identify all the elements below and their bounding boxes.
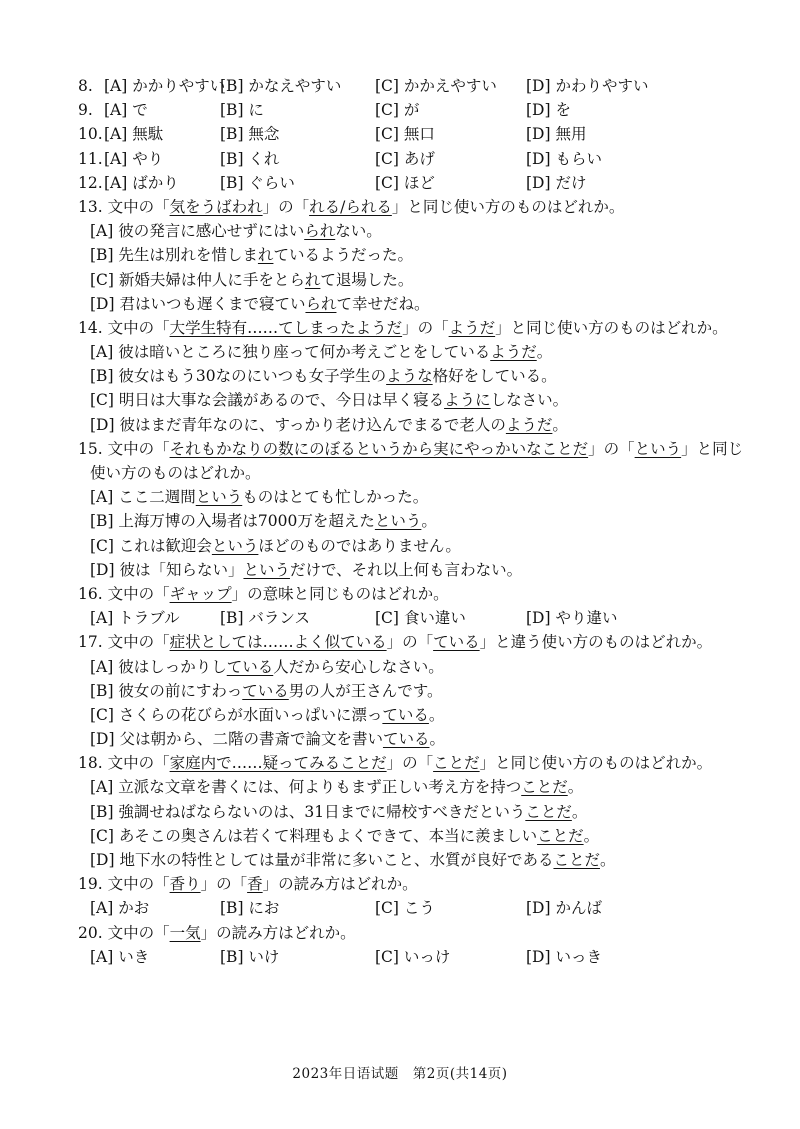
option-text: 男の人が王さんです。 [288,681,443,700]
quoted-phrase: ギャップ [169,584,232,603]
options-row-8 [78,74,738,98]
page-footer: 2023年日语试题 第2页(共14页) [292,1066,508,1082]
option-c: [C] ほど [375,173,435,192]
options-row-9 [78,98,738,122]
options-row-12 [78,171,738,195]
question-number: 10. [78,125,103,144]
option-text: ているようだった。 [273,246,413,265]
option-text: [C] さくらの花びらが水面いっぱいに漂っ [90,705,383,724]
question-18-option-d [78,848,738,872]
underlined-part: れ [257,246,274,265]
quoted-phrase: 香 [247,875,263,894]
question-20-stem [78,921,738,945]
question-15-option-a [78,485,738,509]
stem-text: 」と同じ使い方のものはどれか。 [391,197,625,216]
option-a: [A] いき [90,947,150,966]
underlined-part: ことだ [525,802,572,821]
question-13-option-b [78,243,738,267]
question-13-option-c [78,268,738,292]
underlined-part: ことだ [553,851,600,869]
question-13-stem [78,195,738,219]
option-d: [D] だけ [526,173,587,192]
underlined-part: れ [304,270,321,289]
question-18-option-b [78,800,738,824]
question-15-option-d [78,558,738,582]
option-text: [C] 明日は大事な会議があるので、今日は早く寝る [90,391,445,410]
question-list [78,74,744,969]
option-text: ない。 [335,222,382,241]
quoted-phrase: れる/られる [309,197,392,216]
option-text: [D] 彼はまだ青年なのに、すっかり老け込んでまるで老人の [90,415,506,434]
option-text: [B] 先生は別れを惜しま [90,246,258,265]
underlined-part: という [374,512,422,531]
option-text: [C] あそこの奥さんは若くて料理もよくできて、本当に羨ましい [90,826,538,845]
option-text: て退場した。 [320,270,414,289]
option-b: [B] バランス [220,609,310,628]
options-row-11 [78,147,738,171]
question-18-stem [78,751,738,775]
question-18-option-a [78,775,738,799]
stem-text: 」の「 [200,875,248,894]
option-c: [C] 食い違い [375,609,466,628]
quoted-phrase: それもかなりの数にのぼるというから実にやっかいなことだ [169,439,589,458]
option-d: [D] もらい [526,149,602,168]
question-19-options [78,896,738,920]
option-d: [D] やり違い [526,609,618,628]
stem-text: 」の読み方はどれか。 [262,875,418,894]
underlined-part: という [243,560,290,579]
option-text: [D] 地下水の特性としては量が非常に多いこと、水質が良好である [90,851,554,869]
stem-text: 」の「 [262,197,310,216]
option-text: [B] 強調せねばならないのは、31日までに帰校すべきだという [90,802,526,821]
stem-text: 16. 文中の「 [78,584,170,603]
question-16-stem [78,582,738,606]
stem-text: 」の「 [386,633,434,652]
question-20-options [78,945,738,969]
option-a: [A] ばかり [104,173,179,192]
underlined-part: ている [382,730,430,749]
option-text: ものはとても忙しかった。 [242,488,429,507]
underlined-part: ことだ [521,778,568,797]
option-a: [A] で [104,101,148,120]
option-text: [A] 彼は暗いところに独り座って何か考えごとをしている [90,343,491,362]
option-text: 。 [583,826,600,845]
option-text: 格好をしている。 [432,367,557,386]
stem-text: 19. 文中の「 [78,875,170,894]
option-text: 。 [536,343,553,362]
option-text: 。 [599,851,616,869]
option-a: [A] トラブル [90,609,180,628]
stem-text: 」の「 [588,439,635,458]
underlined-part: られ [304,222,336,241]
question-15-option-c [78,534,738,558]
option-text: 人だから安心しなさい。 [273,657,444,676]
stem-text: 13. 文中の「 [78,197,170,216]
option-b: [B] ぐらい [220,173,295,192]
question-15-stem [78,437,744,461]
quoted-phrase: 症状としては……よく似ている [169,633,387,652]
stem-text: 」と同じ [681,439,744,458]
question-13-option-a [78,219,738,243]
quoted-phrase: ことだ [433,754,480,773]
option-text: [C] 新婚夫婦は仲人に手をとら [90,270,305,289]
option-d: [D] 無用 [526,125,587,144]
question-number: 12. [78,173,103,192]
quoted-phrase: という [634,439,682,458]
question-17-option-d [78,727,738,751]
question-14-option-d [78,413,738,437]
option-text: しなさい。 [490,391,569,410]
option-d: [D] かわりやすい [526,77,649,95]
question-15-option-b [78,509,738,533]
option-text: 。 [571,802,588,821]
stem-text: 」の意味と同じものはどれか。 [231,584,449,603]
option-text: [D] 父は朝から、二階の書斎で論文を書い [90,730,383,749]
question-17-option-b [78,679,738,703]
option-text: 。 [429,730,445,749]
quoted-phrase: 家庭内で……疑ってみることだ [169,754,387,773]
underlined-part: という [211,536,259,555]
option-text: 。 [421,512,437,531]
underlined-part: ように [444,391,491,410]
quoted-phrase: 気をうばわれ [169,197,263,216]
underlined-part: ようだ [490,343,537,362]
question-number: 8. [78,77,93,95]
option-text: [C] これは歓迎会 [90,536,212,555]
question-17-option-c [78,703,738,727]
question-13-option-d [78,292,738,316]
underlined-part: ている [382,705,429,724]
option-c: [C] 無口 [375,125,435,144]
option-text: [A] 彼の発言に感心せずにはい [90,222,305,241]
stem-text: 」と違う使い方のものはどれか。 [479,633,713,652]
underlined-part: ような [386,367,433,386]
option-c: [C] かかえやすい [375,77,497,95]
question-14-option-a [78,340,738,364]
underlined-part: ことだ [537,826,584,845]
option-a: [A] かかりやすい [104,77,226,95]
underlined-part: ようだ [505,415,553,434]
option-c: [C] あげ [375,149,435,168]
option-c: [C] いっけ [375,947,451,966]
quoted-phrase: ようだ [448,318,496,337]
question-15-stem-continued: 使い方のものはどれか。 [90,464,261,482]
stem-text: 14. 文中の「 [78,318,170,337]
question-number: 9. [78,101,93,120]
question-18-option-c [78,824,738,848]
question-14-stem [78,316,738,340]
stem-text: 20. 文中の「 [78,923,170,942]
option-d: [D] を [526,101,571,120]
option-d: [D] かんば [526,899,602,918]
option-b: [B] にお [220,899,280,918]
stem-text: 18. 文中の「 [78,754,170,773]
option-c: [C] が [375,101,420,120]
underlined-part: ている [226,657,274,676]
option-a: [A] かお [90,899,150,918]
option-b: [B] 無念 [220,125,280,144]
question-14-option-b [78,364,738,388]
question-17-option-a [78,655,738,679]
option-b: [B] くれ [220,149,280,168]
option-text: 。 [552,415,568,434]
option-a: [A] 無駄 [104,125,164,144]
option-text: だけで、それ以上何も言わない。 [289,560,523,579]
question-16-options [78,606,738,630]
underlined-part: ている [242,681,289,700]
question-number: 11. [78,149,103,168]
quoted-phrase: 大学生特有……てしまったようだ [169,318,403,337]
question-19-stem [78,872,738,896]
quoted-phrase: 一気 [169,923,201,942]
quoted-phrase: 香り [169,875,201,894]
option-text: て幸せだね。 [336,294,430,313]
underlined-part: という [195,488,243,507]
option-a: [A] やり [104,149,164,168]
option-b: [B] に [220,101,264,120]
stem-text: 」と同じ使い方のものはどれか。 [495,318,728,337]
option-text: [A] 彼はしっかりし [90,657,227,676]
question-17-stem [78,630,738,654]
option-text: [A] 立派な文章を書くには、何よりもまず正しい考え方を持つ [90,778,522,797]
options-row-10 [78,122,738,146]
option-c: [C] こう [375,899,435,918]
question-14-option-c [78,388,738,412]
stem-text: 」の「 [402,318,449,337]
option-text: [B] 上海万博の入場者は7000万を超えた [90,512,375,531]
stem-text: 」の読み方はどれか。 [200,923,356,942]
option-text: 。 [567,778,584,797]
option-text: [B] 彼女はもう30なのにいつも女子学生の [90,367,387,386]
option-text: 。 [428,705,445,724]
stem-text: 」の「 [386,754,434,773]
option-text: [B] 彼女の前にすわっ [90,681,243,700]
option-text: ほどのものではありません。 [258,536,461,555]
stem-text: 」と同じ使い方のものはどれか。 [479,754,713,773]
underlined-part: られ [305,294,337,313]
option-text: [D] 彼は「知らない」 [90,560,244,579]
option-d: [D] いっき [526,947,602,966]
stem-text: 17. 文中の「 [78,633,170,652]
stem-text: 15. 文中の「 [78,439,170,458]
option-b: [B] かなえやすい [220,77,342,95]
option-text: [A] ここ二週間 [90,488,196,507]
quoted-phrase: ている [433,633,480,652]
option-b: [B] いけ [220,947,280,966]
option-text: [D] 君はいつも遅くまで寝てい [90,294,306,313]
